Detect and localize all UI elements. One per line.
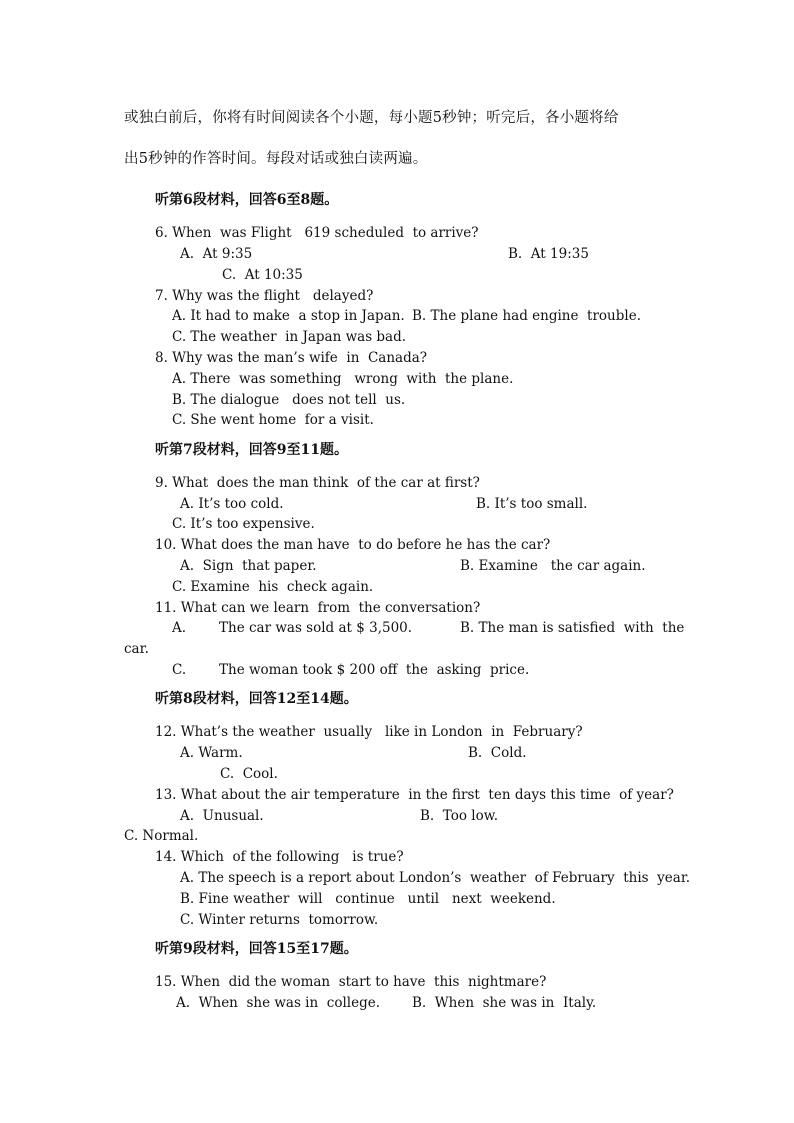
section-heading-6: 听第6段材料，回答6至8题。: [155, 192, 339, 208]
question-11-option-c-letter: C.: [172, 662, 187, 678]
question-14-option-c: C. Winter returns tomorrow.: [180, 912, 379, 928]
question-13-stem: 13. What about the air temperature in the first ten days this time of year?: [155, 787, 674, 803]
question-7-option-b: B. The plane had engine trouble.: [412, 308, 641, 324]
question-12-option-a: A. Warm.: [180, 745, 243, 761]
question-10-option-b: B. Examine the car again.: [460, 558, 646, 574]
question-6-option-b: B. At 19:35: [508, 246, 589, 262]
question-15-option-a: A. When she was in college.: [176, 995, 381, 1011]
question-9-option-c: C. It’s too expensive.: [172, 516, 315, 532]
question-14-stem: 14. Which of the following is true?: [155, 849, 404, 865]
question-12-option-b: B. Cold.: [468, 745, 527, 761]
question-6-stem: 6. When was Flight 619 scheduled to arrive?: [155, 225, 479, 241]
question-11-stem: 11. What can we learn from the conversation?: [155, 600, 481, 616]
question-15-stem: 15. When did the woman start to have this nightmare?: [155, 974, 547, 990]
question-6-option-a: A. At 9:35: [180, 246, 253, 262]
section-heading-8: 听第8段材料，回答12至14题。: [155, 691, 358, 707]
question-10-option-a: A. Sign that paper.: [180, 558, 317, 574]
question-11-option-b-continued: car.: [124, 641, 149, 657]
question-14-option-a: A. The speech is a report about London’s weather of February this year.: [180, 870, 691, 886]
question-15-option-b: B. When she was in Italy.: [412, 995, 597, 1011]
intro-line-2: 出5秒钟的作答时间。每段对话或独白读两遍。: [124, 151, 428, 167]
question-8-stem: 8. Why was the man’s wife in Canada?: [155, 350, 428, 366]
question-7-option-c: C. The weather in Japan was bad.: [172, 329, 407, 345]
question-13-option-a: A. Unusual.: [180, 808, 264, 824]
question-14-option-b: B. Fine weather will continue until next weekend.: [180, 891, 556, 907]
question-8-option-a: A. There was something wrong with the plane.: [172, 371, 514, 387]
question-11-option-a-text: The car was sold at $ 3,500.: [219, 620, 413, 636]
question-7-option-a: A. It had to make a stop in Japan.: [172, 308, 405, 324]
question-9-stem: 9. What does the man think of the car at first?: [155, 475, 480, 491]
question-11-option-a-letter: A.: [172, 620, 187, 636]
question-6-option-c: C. At 10:35: [222, 267, 303, 283]
question-10-stem: 10. What does the man have to do before he has the car?: [155, 537, 551, 553]
question-12-option-c: C. Cool.: [220, 766, 278, 782]
question-10-option-c: C. Examine his check again.: [172, 579, 374, 595]
question-11-option-c-text: The woman took $ 200 off the asking price.: [219, 662, 530, 678]
question-13-option-b: B. Too low.: [420, 808, 498, 824]
question-9-option-a: A. It’s too cold.: [180, 496, 284, 512]
question-7-stem: 7. Why was the flight delayed?: [155, 288, 374, 304]
question-12-stem: 12. What’s the weather usually like in London in February?: [155, 724, 583, 740]
section-heading-7: 听第7段材料，回答9至11题。: [155, 442, 348, 458]
question-13-option-c: C. Normal.: [124, 828, 199, 844]
question-11-option-b: B. The man is satisfied with the: [460, 620, 685, 636]
question-9-option-b: B. It’s too small.: [476, 496, 588, 512]
question-8-option-b: B. The dialogue does not tell us.: [172, 392, 406, 408]
question-8-option-c: C. She went home for a visit.: [172, 412, 374, 428]
intro-line-1: 或独白前后，你将有时间阅读各个小题，每小题5秒钟；听完后，各小题将给: [124, 110, 619, 126]
section-heading-9: 听第9段材料，回答15至17题。: [155, 941, 358, 957]
